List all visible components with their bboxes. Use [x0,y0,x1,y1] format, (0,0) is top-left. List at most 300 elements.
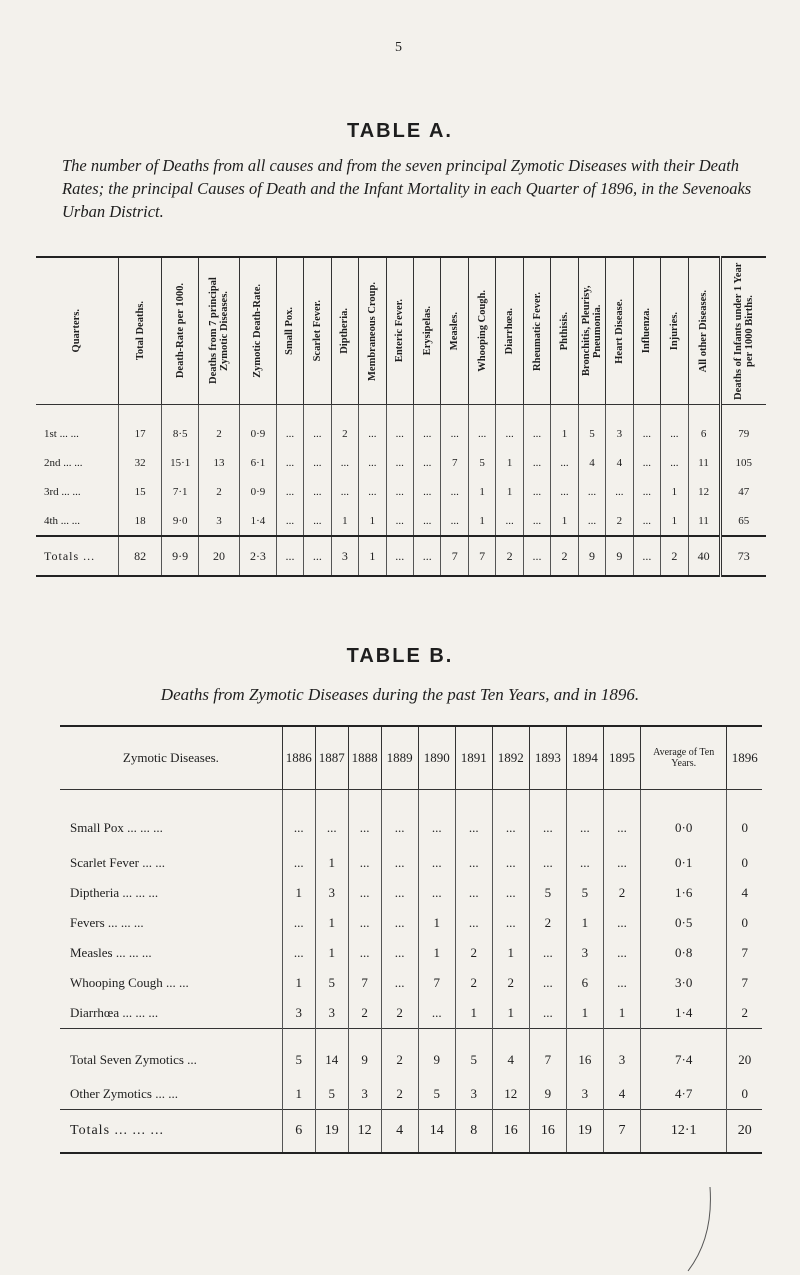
table-a-cell: ... [523,477,550,506]
table-a-header-cell [633,257,660,405]
table-a-total-cell: 2·3 [240,536,277,576]
table-a-cell: ... [331,477,358,506]
table-a-cell: 5 [468,448,495,477]
table-b-cell: 1 [315,848,348,878]
table-b-cell: 6 [282,1110,315,1154]
table-b-cell: ... [455,908,492,938]
table-b-cell: 9 [529,1079,566,1110]
table-b-cell: Measles ... ... ... [70,945,152,960]
table-b-header-cell: 1892 [492,726,529,790]
table-a-cell: 3 [198,506,239,536]
table-b-cell: 1 [418,938,455,968]
table-b-row [60,790,762,849]
table-a-cell: 1 [661,506,688,536]
table-a-cell: ... [578,506,605,536]
table-b-cell: Total Seven Zymotics ... [60,1029,282,1080]
table-a-cell: 13 [198,448,239,477]
table-b-cell: 7 [529,1029,566,1080]
table-a-total-cell: 2 [496,536,523,576]
table-a-cell: 1·4 [240,506,277,536]
table-a-cell: ... [304,405,331,449]
table-a-cell: 5 [578,405,605,449]
table-a-cell: 0·9 [240,477,277,506]
table-a-header-label: Bronchitis, Pleurisy, Pneumonia. [580,285,603,377]
table-a-cell: 1 [496,448,523,477]
table-b-cell: Whooping Cough ... ... [70,975,189,990]
table-b-cell: ... [418,848,455,878]
table-b-row [60,968,762,998]
table-a-header-label: Membraneous Croup. [366,281,378,381]
table-b-row [60,908,762,938]
table-b-cell: 1 [492,938,529,968]
table-a-total-cell: 82 [118,536,161,576]
table-b-cell: 3 [282,998,315,1029]
table-a-cell: ... [414,405,441,449]
table-a-total-cell: 7 [441,536,468,576]
table-a-total-cell: Totals ... [36,536,118,576]
table-a-cell: 4th ... ... [44,514,81,527]
table-a-cell: ... [496,405,523,449]
table-a-total-cell: 40 [688,536,720,576]
table-a-cell: 12 [688,477,720,506]
table-a-cell: ... [414,448,441,477]
table-a-header-cell [276,257,303,405]
table-b-cell: 7 [603,1110,640,1154]
table-b-header-cell: 1895 [603,726,640,790]
table-a-row [36,506,766,536]
table-a-cell: 1 [551,506,578,536]
table-b-cell: 2 [381,1079,418,1110]
table-b-cell: 20 [727,1110,762,1154]
table-b-cell: 1·4 [640,998,726,1029]
table-b-cell: 2 [455,938,492,968]
table-b-cell: 2 [381,1029,418,1080]
table-b-cell: 5 [282,1029,315,1080]
table-a-cell: ... [441,506,468,536]
table-b-cell: 1 [603,998,640,1029]
table-a-cell: ... [359,477,386,506]
table-b-cell: 2 [727,998,762,1029]
table-b-cell: 14 [315,1029,348,1080]
table-a-total-cell: ... [633,536,660,576]
table-b-cell: ... [529,848,566,878]
table-a-cell: 32 [118,448,161,477]
table-b-header-cell: 1889 [381,726,418,790]
table-b-header-cell: 1888 [348,726,381,790]
table-a-total-cell: ... [304,536,331,576]
table-a-caption: The number of Deaths from all causes and from the seven principal Zymotic Diseases with their Death Rates; the principal Causes of Death and the Infant Mortality in each Quarter of 1896, in the Sevenoaks Urban District. [62,156,752,221]
table-a-header-label: Quarters. [71,309,83,353]
table-b-cell: 3·0 [640,968,726,998]
table-a-cell: ... [331,448,358,477]
table-b-cell: 3 [348,1079,381,1110]
table-b-cell: ... [566,790,603,849]
table-b-cell: 0 [727,790,762,849]
table-b-cell: 2 [603,878,640,908]
table-b-cell: ... [603,908,640,938]
table-a-cell: 2 [198,477,239,506]
table-a-cell: ... [386,448,413,477]
table-a-cell: ... [523,448,550,477]
table-a-header-cell [162,257,199,405]
table-a-cell: 1 [496,477,523,506]
table-b-cell: ... [492,848,529,878]
table-b-cell: Scarlet Fever ... ... [70,855,165,870]
table-b-header-cell: 1887 [315,726,348,790]
table-a-cell: ... [276,405,303,449]
table-b-cell: 4 [492,1029,529,1080]
table-b-cell: 2 [348,998,381,1029]
table-b-cell: 1 [282,1079,315,1110]
table-b-cell: ... [282,938,315,968]
table-a-header-label: Heart Disease. [613,298,625,364]
table-b-cell: 4·7 [640,1079,726,1110]
table-b-cell: 14 [418,1110,455,1154]
table-b-cell: ... [381,848,418,878]
table-b-cell: ... [348,908,381,938]
table-b-cell: ... [381,938,418,968]
table-b-cell: 5 [418,1079,455,1110]
table-b-cell: 2 [492,968,529,998]
table-b-cell: ... [455,790,492,849]
table-b-cell: 8 [455,1110,492,1154]
table-a-header-label: Rheumatic Fever. [531,291,543,371]
table-b-cell: 16 [492,1110,529,1154]
table-a-cell: 47 [720,477,766,506]
table-a-header-cell [468,257,495,405]
table-a-cell: 11 [688,448,720,477]
table-a-header-cell [496,257,523,405]
table-b-header-cell: 1894 [566,726,603,790]
page-number: 5 [395,40,402,55]
table-b-cell: 0 [727,1079,762,1110]
table-b-cell: 5 [529,878,566,908]
table-b-totals-row [60,1110,762,1154]
table-b-header-cell: 1891 [455,726,492,790]
table-a-cell: 7 [441,448,468,477]
table-a-cell: ... [276,506,303,536]
table-a-header-label: Phthisis. [559,311,570,351]
table-a [36,256,766,577]
table-a-cell: ... [414,477,441,506]
table-a-row [36,448,766,477]
table-a-cell: 11 [688,506,720,536]
table-b-cell: Other Zymotics ... ... [70,1086,178,1101]
table-b-cell: 19 [566,1110,603,1154]
table-a-cell: ... [633,405,660,449]
table-a-header-cell [304,257,331,405]
table-b-cell: ... [381,968,418,998]
table-b-cell: ... [603,790,640,849]
table-b-cell: 12 [348,1110,381,1154]
table-b-header-cell: 1890 [418,726,455,790]
table-b-cell: 3 [315,878,348,908]
table-a-cell: ... [304,448,331,477]
table-b-cell: ... [529,938,566,968]
table-b-row [60,878,762,908]
table-a-cell: 18 [118,506,161,536]
table-b-cell: ... [492,908,529,938]
table-b-cell: 1·6 [640,878,726,908]
table-b [60,725,762,1154]
table-b-cell: ... [348,878,381,908]
table-a-header-label: Scarlet Fever. [311,300,323,362]
table-a-cell: 4 [606,448,633,477]
table-a-total-cell: ... [276,536,303,576]
table-a-total-cell: 3 [331,536,358,576]
table-b-cell: 0 [727,908,762,938]
table-a-totals-row [36,536,766,576]
table-a-header-label: Small Pox. [284,307,296,355]
table-a-total-cell: 9 [578,536,605,576]
table-a-header-label: Deaths from 7 principal Zymotic Diseases. [208,277,231,385]
table-b-cell: 0·1 [640,848,726,878]
table-b-cell: 3 [455,1079,492,1110]
table-b-header-row [60,726,762,790]
table-a-cell: 4 [578,448,605,477]
table-a-header-row [36,257,766,405]
table-b-cell: ... [455,848,492,878]
table-a-cell: ... [551,477,578,506]
table-a-cell: ... [551,448,578,477]
table-b-cell: 2 [529,908,566,938]
table-a-header-cell [118,257,161,405]
table-b-cell: 0·8 [640,938,726,968]
table-b-cell: ... [603,848,640,878]
table-a-cell: ... [633,477,660,506]
table-a-header-cell [198,257,239,405]
table-a-cell: 1 [331,506,358,536]
table-a-total-cell: 2 [551,536,578,576]
table-b-cell: ... [529,998,566,1029]
table-b-cell: ... [418,790,455,849]
table-a-cell: ... [578,477,605,506]
table-a-total-cell: 1 [359,536,386,576]
table-a-header-label: Diptheria. [339,308,351,354]
table-a-cell: 6 [688,405,720,449]
table-b-cell: ... [492,878,529,908]
table-b-cell: ... [418,998,455,1029]
table-a-header-label: Total Deaths. [134,301,146,361]
table-b-cell: 3 [315,998,348,1029]
table-b-cell: 1 [566,908,603,938]
table-a-total-cell: ... [386,536,413,576]
table-a-cell: 2nd ... ... [44,456,83,469]
table-a-cell: ... [633,506,660,536]
table-b-cell: 2 [455,968,492,998]
table-a-header-cell [606,257,633,405]
table-b-cell: 1 [492,998,529,1029]
table-b-cell: Fevers ... ... ... [70,915,144,930]
table-b-cell: 12·1 [640,1110,726,1154]
table-b-cell: 1 [315,938,348,968]
table-a-header-label: Influenza. [641,308,653,354]
table-a-cell: ... [523,506,550,536]
table-b-cell: ... [381,878,418,908]
table-b-cell: 1 [282,878,315,908]
table-b-cell: 3 [566,938,603,968]
table-b-cell: 1 [566,998,603,1029]
table-a-header-cell [359,257,386,405]
table-a-heading: TABLE A. [347,120,453,142]
table-b-cell: ... [348,790,381,849]
table-a-cell: ... [386,405,413,449]
table-a-header-label: Death-Rate per 1000. [174,283,186,379]
table-b-cell: 7·4 [640,1029,726,1080]
table-b-cell: Diarrhœa ... ... ... [70,1005,159,1020]
table-b-cell: 1 [455,998,492,1029]
table-b-cell: ... [381,908,418,938]
table-b-cell: 4 [727,878,762,908]
pencil-mark [680,1185,720,1275]
table-a-cell: 2 [606,506,633,536]
table-a-cell: 79 [720,405,766,449]
table-a-cell: ... [359,448,386,477]
table-a-header-label: All other Diseases. [698,289,710,373]
table-b-cell: 9 [418,1029,455,1080]
table-b-cell: 0·5 [640,908,726,938]
table-b-cell: ... [315,790,348,849]
table-a-total-cell: 9 [606,536,633,576]
table-a-cell: 2 [198,405,239,449]
table-a-cell: 3rd ... ... [44,485,81,498]
table-a-cell: 7·1 [162,477,199,506]
table-a-cell: ... [386,506,413,536]
table-b-cell: Totals ... ... ... [60,1110,282,1154]
table-b-cell: ... [455,878,492,908]
table-a-cell: 1 [468,506,495,536]
table-b-cell: ... [282,848,315,878]
table-a-cell: 105 [720,448,766,477]
table-a-header-label: Deaths of Infants under 1 Year per 1000 Births. [732,262,755,400]
table-b-row [60,848,762,878]
table-b-cell: ... [418,878,455,908]
table-b-cell: ... [603,968,640,998]
table-b-header-cell: Zymotic Diseases. [60,726,282,790]
table-b-cell: ... [282,790,315,849]
table-a-cell: ... [468,405,495,449]
table-a-cell: 15·1 [162,448,199,477]
table-b-heading: TABLE B. [346,645,454,667]
table-a-header-cell [441,257,468,405]
table-b-cell: 7 [727,938,762,968]
table-a-cell: 1st ... ... [44,427,79,440]
table-a-header-label: Whooping Cough. [476,290,488,372]
table-a-cell: 9·0 [162,506,199,536]
table-b-cell: 5 [315,968,348,998]
table-b-cell: 0 [727,848,762,878]
table-b-cell: ... [529,968,566,998]
table-b-cell: 5 [315,1079,348,1110]
table-a-cell: ... [606,477,633,506]
table-b-cell: 4 [381,1110,418,1154]
table-a-cell: 2 [331,405,358,449]
table-a-header-cell [331,257,358,405]
table-a-header-cell [551,257,578,405]
table-b-subtotal-row [60,1079,762,1110]
table-a-total-cell: 2 [661,536,688,576]
table-b-cell: 4 [603,1079,640,1110]
table-b-cell: ... [282,908,315,938]
table-a-header-cell [36,257,118,405]
table-a-cell: ... [386,477,413,506]
table-b-cell: ... [381,790,418,849]
table-b-header-cell: Average of Ten Years. [640,726,726,790]
table-b-header-cell: 1886 [282,726,315,790]
table-a-cell: 1 [468,477,495,506]
table-a-cell: ... [496,506,523,536]
table-a-header-label: Erysipelas. [421,306,433,356]
table-a-cell: 17 [118,405,161,449]
table-a-cell: ... [441,405,468,449]
table-a-cell: ... [661,448,688,477]
table-b-cell: 12 [492,1079,529,1110]
table-a-cell: ... [276,477,303,506]
table-b-cell: 1 [315,908,348,938]
table-a-header-label: Measles. [449,311,461,351]
table-a-row [36,405,766,449]
table-a-cell: 1 [551,405,578,449]
table-a-header-cell [523,257,550,405]
table-a-total-cell: 73 [720,536,766,576]
table-a-total-cell: 9·9 [162,536,199,576]
table-b-cell: 2 [381,998,418,1029]
table-a-header-cell [578,257,605,405]
table-a-cell: 6·1 [240,448,277,477]
table-b-cell: 7 [348,968,381,998]
table-a-cell: ... [523,405,550,449]
table-b-cell: 3 [603,1029,640,1080]
table-a-row [36,477,766,506]
table-a-header-cell [414,257,441,405]
table-b-cell: ... [348,848,381,878]
table-b-subtotal-row [60,1029,762,1080]
table-a-cell: 15 [118,477,161,506]
table-a-cell: ... [304,477,331,506]
table-b-row [60,998,762,1029]
table-b-cell: 16 [566,1029,603,1080]
table-a-header-label: Injuries. [668,311,680,351]
table-b-cell: 3 [566,1079,603,1110]
table-a-header-label: Zymotic Death-Rate. [252,284,264,378]
table-b-cell: ... [492,790,529,849]
table-b-cell: 16 [529,1110,566,1154]
table-a-cell: ... [359,405,386,449]
table-b-cell: 6 [566,968,603,998]
table-a-cell: 1 [661,477,688,506]
table-b-cell: ... [603,938,640,968]
table-b-cell: 19 [315,1110,348,1154]
table-a-cell: ... [661,405,688,449]
table-a-cell: 1 [359,506,386,536]
table-b-header-cell: 1896 [727,726,762,790]
table-b-cell: 0·0 [640,790,726,849]
table-a-cell: ... [304,506,331,536]
table-a-total-cell: 7 [468,536,495,576]
table-b-cell: 7 [727,968,762,998]
table-b-header-cell: 1893 [529,726,566,790]
table-a-total-cell: ... [523,536,550,576]
table-a-total-cell: 20 [198,536,239,576]
table-b-cell: ... [348,938,381,968]
table-a-header-cell [661,257,688,405]
table-a-header-cell [688,257,720,405]
table-a-cell: 3 [606,405,633,449]
table-a-cell: 65 [720,506,766,536]
table-b-cell: Diptheria ... ... ... [70,885,159,900]
table-b-cell: 5 [566,878,603,908]
table-b-cell: 1 [282,968,315,998]
